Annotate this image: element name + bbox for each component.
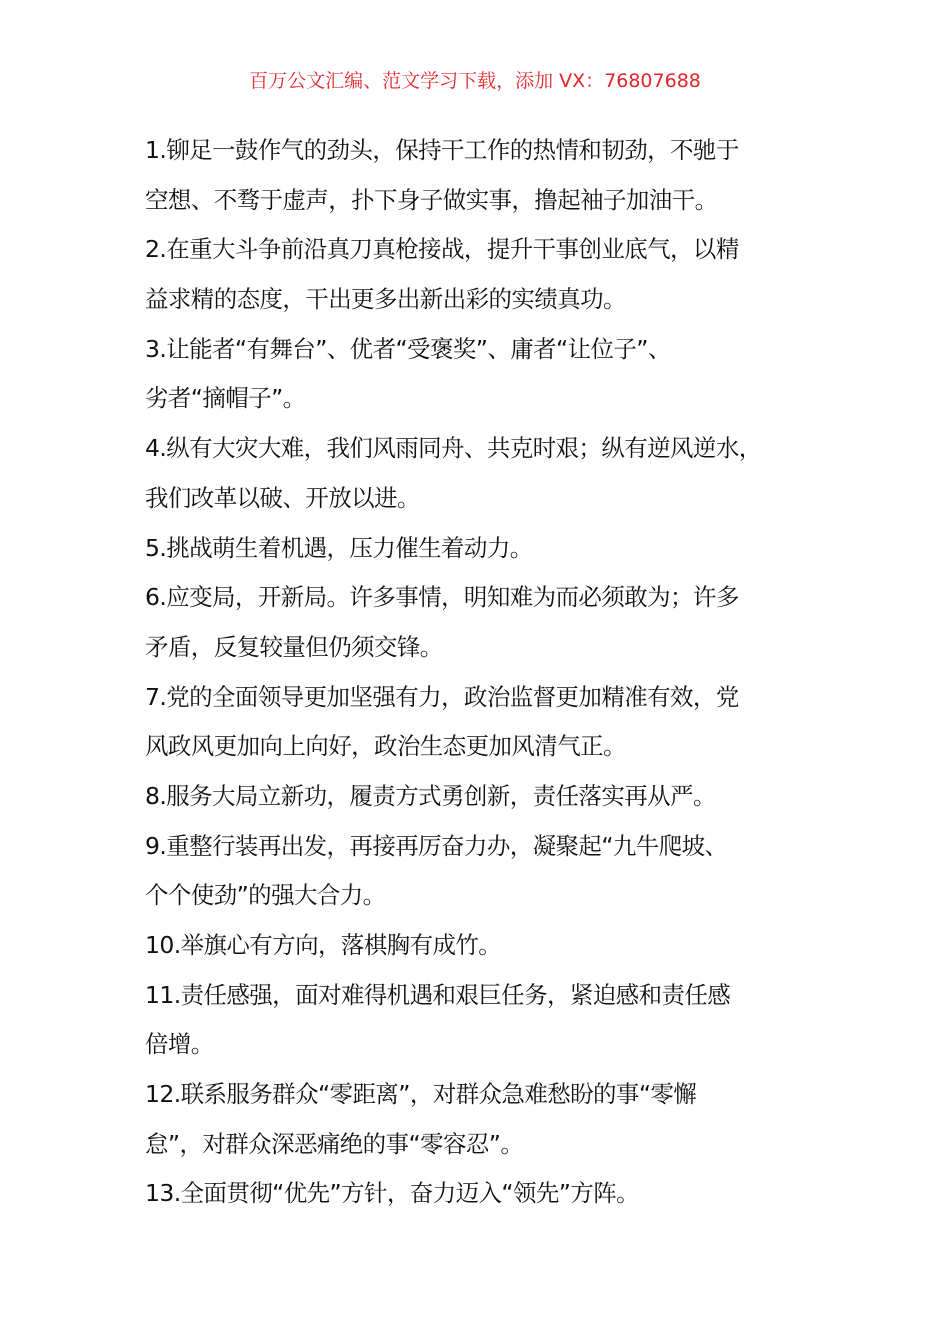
list-item-line: 怠”，对群众深恶痛绝的事“零容忍”。 bbox=[145, 1129, 524, 1158]
list-item-line: 9.重整行装再出发，再接再厉奋力办，凝聚起“九牛爬坡、 bbox=[145, 831, 728, 860]
list-item bbox=[145, 1070, 845, 1169]
list-item-line: 个个使劲”的强大合力。 bbox=[145, 881, 386, 910]
list-item-line: 劣者“摘帽子”。 bbox=[145, 384, 306, 413]
list-item-line: 空想、不骛于虚声，扑下身子做实事，撸起袖子加油干。 bbox=[145, 185, 718, 214]
list-item bbox=[145, 126, 845, 225]
list-item-line: 3.让能者“有舞台”、优者“受褒奖”、庸者“让位子”、 bbox=[145, 334, 671, 363]
list-item-line: 10.举旗心有方向，落棋胸有成竹。 bbox=[145, 931, 502, 959]
list-item bbox=[145, 822, 845, 921]
list-item-line: 1.铆足一鼓作气的劲头，保持干工作的热情和韧劲，不驰于 bbox=[145, 136, 739, 164]
list-item bbox=[145, 424, 845, 523]
list-item-line: 5.挑战萌生着机遇，压力催生着动力。 bbox=[145, 533, 533, 562]
list-item-line: 倍增。 bbox=[145, 1030, 214, 1059]
list-item bbox=[145, 971, 845, 1070]
list-item-line: 13.全面贯彻“优先”方针，奋力迈入“领先”方阵。 bbox=[145, 1179, 640, 1208]
list-item bbox=[145, 772, 845, 822]
list-item-line: 8.服务大局立新功，履责方式勇创新，责任落实再从严。 bbox=[145, 781, 716, 810]
list-item bbox=[145, 921, 845, 971]
list-item bbox=[145, 1169, 845, 1219]
document-body bbox=[145, 126, 845, 1219]
list-item-line: 12.联系服务群众“零距离”，对群众急难愁盼的事“零懈 bbox=[145, 1080, 697, 1109]
list-item bbox=[145, 225, 845, 324]
list-item-line: 2.在重大斗争前沿真刀真枪接战，提升干事创业底气，以精 bbox=[145, 235, 739, 264]
list-item-line: 风政风更加向上向好，政治生态更加风清气正。 bbox=[145, 732, 626, 761]
list-item bbox=[145, 325, 845, 424]
list-item-line: 我们改革以破、开放以进。 bbox=[145, 483, 420, 512]
list-item bbox=[145, 524, 845, 574]
list-item bbox=[145, 573, 845, 672]
list-item-line: 矛盾，反复较量但仍须交锋。 bbox=[145, 632, 443, 661]
list-item-line: 11.责任感强，面对难得机遇和艰巨任务，紧迫感和责任感 bbox=[145, 980, 731, 1009]
watermark-header: 百万公文汇编、范文学习下载，添加 VX：76807688 bbox=[249, 70, 701, 92]
list-item bbox=[145, 673, 845, 772]
list-item-line: 6.应变局，开新局。许多事情，明知难为而必须敢为；许多 bbox=[145, 583, 739, 612]
list-item-line: 益求精的态度，干出更多出新出彩的实绩真功。 bbox=[145, 285, 626, 314]
list-item-line: 4.纵有大灾大难，我们风雨同舟、共克时艰；纵有逆风逆水， bbox=[145, 434, 762, 463]
list-item-line: 7.党的全面领导更加坚强有力，政治监督更加精准有效，党 bbox=[145, 682, 739, 711]
